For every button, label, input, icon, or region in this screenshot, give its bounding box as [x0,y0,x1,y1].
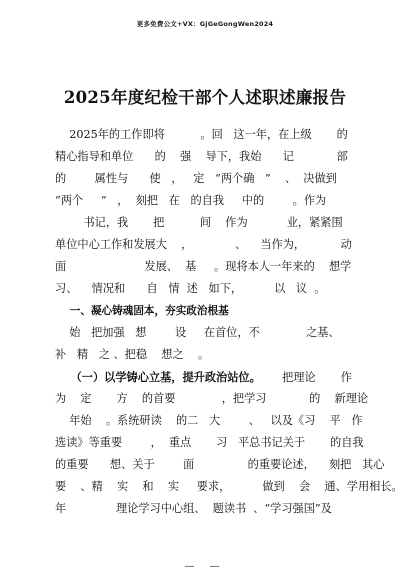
body-line: “两个 ” ， 刻把 在 的自我 中的 。作为 [55,194,327,207]
body-line [55,366,365,388]
body-line: 单位中心工作和发展大 ， 、 当作为， 动 [55,238,352,251]
body-line: 面 发展、 基 。现将本人一年来的 想学 [55,260,352,273]
body-line: 为 定 方 的首要 ，把学习 的 新理论 [55,392,369,405]
body-line: 年 理论学习中心组、 题读书 、“学习强国”及 [55,502,332,515]
body-text-segment: 把理论 作 [260,371,352,384]
body-line: 的重要 想、关于 面 的重要论述， 刻把 其心 [55,458,385,471]
header-promo-note: 更多免费公文+VX：GjGeGongWen2024 [136,20,274,28]
body-line: 年始 。系统研读 的二 大 、 以及《习 平 作 [55,414,363,427]
section-heading: 一、凝心铸魂固本，夯实政治根基 [55,305,229,317]
body-line: 的 属性与 使 ， 定 “两个确 ” 、 决做到 [55,172,337,185]
body-line: 2025年的工作即将 。回 这一年，在上级 的 [55,128,348,141]
page-footer-marks: — — [184,561,226,572]
body-line: 要 、精 实 和 实 要求， 做到 会 通、学用相长。 [55,480,403,493]
subsection-heading: （一）以学铸心立基，提升政治站位。 [55,370,261,384]
document-title: 2025年度纪检干部个人述职述廉报告 [63,88,347,107]
body-line: 补 精 之 、把稳 想之 。 [55,348,210,361]
body-line: 精心指导和单位 的 强 导下，我始 记 部 [55,150,348,163]
document-body [55,124,403,520]
body-line: 选读》等重要 ， 重点 习 平总书记关于 的自我 [55,436,364,449]
body-line: 书记，我 把 间 作为 业，紧紧围 [55,216,343,229]
body-line: 始 把加强 想 设 在首位，不 之基、 [55,326,340,339]
body-line: 习、 情况和 自 情 述 如下， 以 议 。 [55,282,326,295]
